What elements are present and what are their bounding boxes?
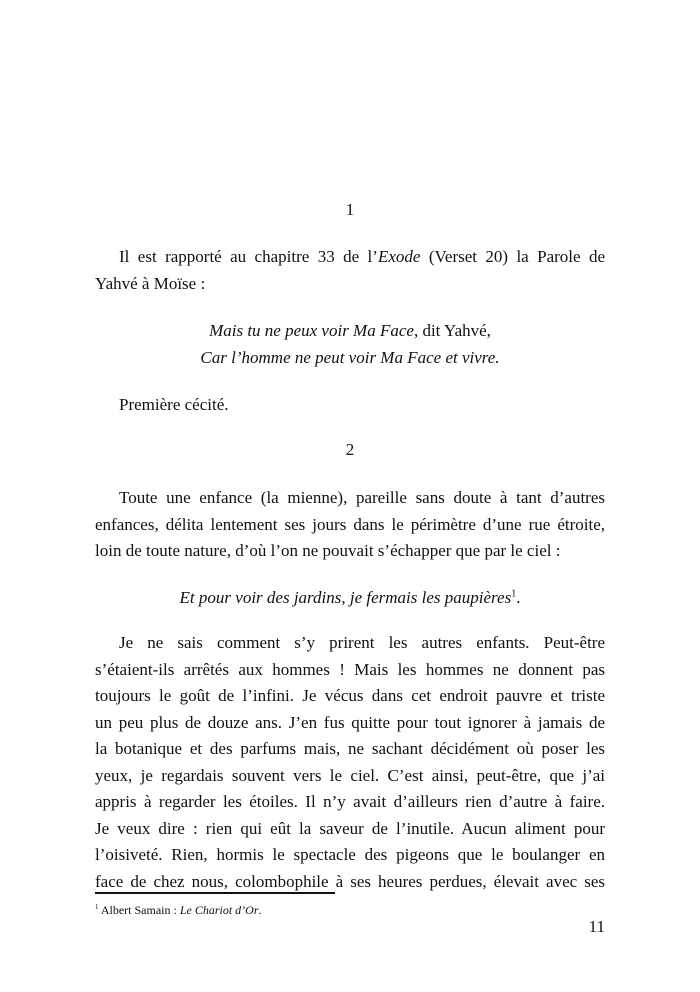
paragraph-line: Il est rapporté au chapitre 33 de l’Exode (Verset 20) la Parole de <box>119 247 605 266</box>
paragraph-line: un peu plus de douze ans. J’en fus quitte pour tout ignorer à jamais de <box>95 712 605 732</box>
paragraph-line: yeux, je regardais souvent vers le ciel. C’est ainsi, peut-être, que j’ai <box>95 765 605 785</box>
footnote-title: Le Chariot d’Or <box>179 903 259 917</box>
page-number: 11 <box>588 917 605 936</box>
section1-quote <box>95 318 605 371</box>
footnote-author: Albert Samain : <box>100 903 180 917</box>
paragraph-line: Yahvé à Moïse : <box>95 273 206 293</box>
section2-paragraph <box>95 485 605 565</box>
section-number-2: 2 <box>345 440 355 459</box>
paragraph-line: enfances, délita lentement ses jours dans le périmètre d’une rue étroite, <box>95 514 605 534</box>
paragraph-line: Toute une enfance (la mienne), pareille sans doute à tant d’autres <box>119 488 605 507</box>
section1-paragraph <box>95 244 605 297</box>
quote-line: Et pour voir des jardins, je fermais les paupières$^1$. <box>179 588 521 607</box>
paragraph-line: Je ne sais comment s’y prirent les autres enfants. Peut-être <box>119 633 605 652</box>
book-title-exode: Exode <box>377 247 421 266</box>
footnote-divider <box>95 892 335 894</box>
footnote-marker: 1 <box>511 588 517 600</box>
footnote-number: 1 <box>95 903 99 911</box>
paragraph-line: toujours le goût de l’infini. Je vécus dans cet endroit pauvre et triste <box>95 686 605 705</box>
section-number-1: 1 <box>345 200 355 219</box>
section1-paragraph-2 <box>95 392 605 419</box>
paragraph-line: l’oisiveté. Rien, hormis le spectacle des pigeons que le boulanger en <box>95 845 605 864</box>
quote-line: Car l’homme ne peut voir Ma Face et vivre. <box>200 347 500 367</box>
quote-line: Mais tu ne peux voir Ma Face, dit Yahvé, <box>209 321 491 340</box>
paragraph-line: face de chez nous, colombophile à ses heures perdues, élevait avec ses <box>95 871 605 891</box>
paragraph-line: appris à regarder les étoiles. Il n’y avait d’ailleurs rien d’autre à faire. <box>95 792 605 811</box>
paragraph-line: la botanique et des parfums mais, ne sachant décidément où poser les <box>95 739 605 758</box>
paragraph-line: Je veux dire : rien qui eût la saveur de l’inutile. Aucun aliment pour <box>95 818 605 838</box>
section2-paragraph-2 <box>95 630 605 895</box>
paragraph-text: Première cécité. <box>119 395 229 414</box>
section2-quote <box>95 585 605 612</box>
paragraph-line: s’étaient-ils arrêtés aux hommes ! Mais les hommes ne donnent pas <box>95 659 605 679</box>
footnote: $^1$ Albert Samain : Le Chariot d’Or. <box>95 903 262 917</box>
paragraph-line: loin de toute nature, d’où l’on ne pouvait s’échapper que par le ciel : <box>95 541 561 560</box>
